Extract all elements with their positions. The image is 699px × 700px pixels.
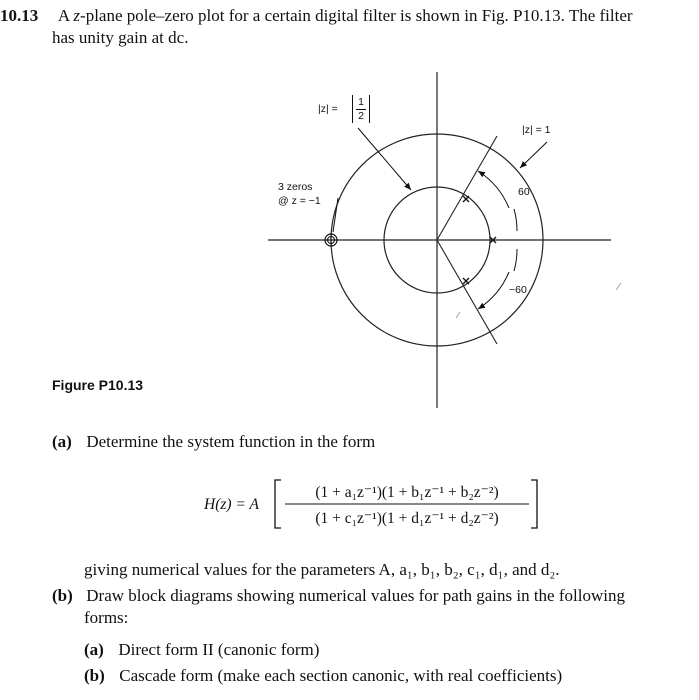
- statement-var: z: [73, 6, 81, 25]
- formula-lhs: H(z) = A: [204, 496, 259, 513]
- triple-zero-marker: [324, 233, 338, 247]
- part-b-label: (b): [52, 586, 73, 605]
- angle-arc-60: [478, 171, 509, 208]
- half-radius-arrow: [358, 128, 411, 190]
- statement-text-a: A: [57, 6, 70, 25]
- zeros-label-line1: 3 zeros: [278, 181, 313, 193]
- part-b-line2: forms:: [84, 608, 129, 627]
- statement-line-2: has unity gain at dc.: [52, 28, 189, 47]
- formula-denominator: (1 + c₁z⁻¹)(1 + d₁z⁻¹ + d₂z⁻²): [315, 510, 499, 527]
- part-a-text: Determine the system function in the form: [86, 432, 376, 451]
- list-item: (b) Cascade form (make each section canonic, with real coefficients): [84, 666, 563, 685]
- pole-marker: [463, 278, 469, 284]
- angle-label-neg60: −60: [509, 284, 527, 296]
- unit-radius-label: |z| = 1: [522, 124, 551, 136]
- problem-number: 10.13: [0, 6, 39, 25]
- formula-numerator: (1 + a₁z⁻¹)(1 + b₁z⁻¹ + b₂z⁻²): [315, 484, 499, 501]
- pole-marker: [463, 196, 469, 202]
- part-b-line1: [52, 586, 625, 606]
- list-item: (a) Direct form II (canonic form): [84, 640, 320, 659]
- angle-label-60: 60: [518, 186, 530, 198]
- part-a-line: [52, 432, 375, 452]
- part-a-label: (a): [52, 432, 72, 451]
- part-b-text: Draw block diagrams showing numerical values for path gains in the following: [86, 586, 625, 605]
- angle-arc-neg60: [478, 272, 509, 309]
- part-a-after-text: giving numerical values for the parameters A, a₁, b₁, b₂, c₁, d₁, and d₂.: [84, 560, 560, 579]
- figure-caption: Figure P10.13: [52, 377, 144, 393]
- unit-radius-arrow: [520, 142, 547, 168]
- statement-text-b: -plane pole–zero plot for a certain digital filter is shown in Fig. P10.13. The filter: [80, 6, 633, 25]
- zeros-label-line2: @ z = −1: [278, 195, 321, 207]
